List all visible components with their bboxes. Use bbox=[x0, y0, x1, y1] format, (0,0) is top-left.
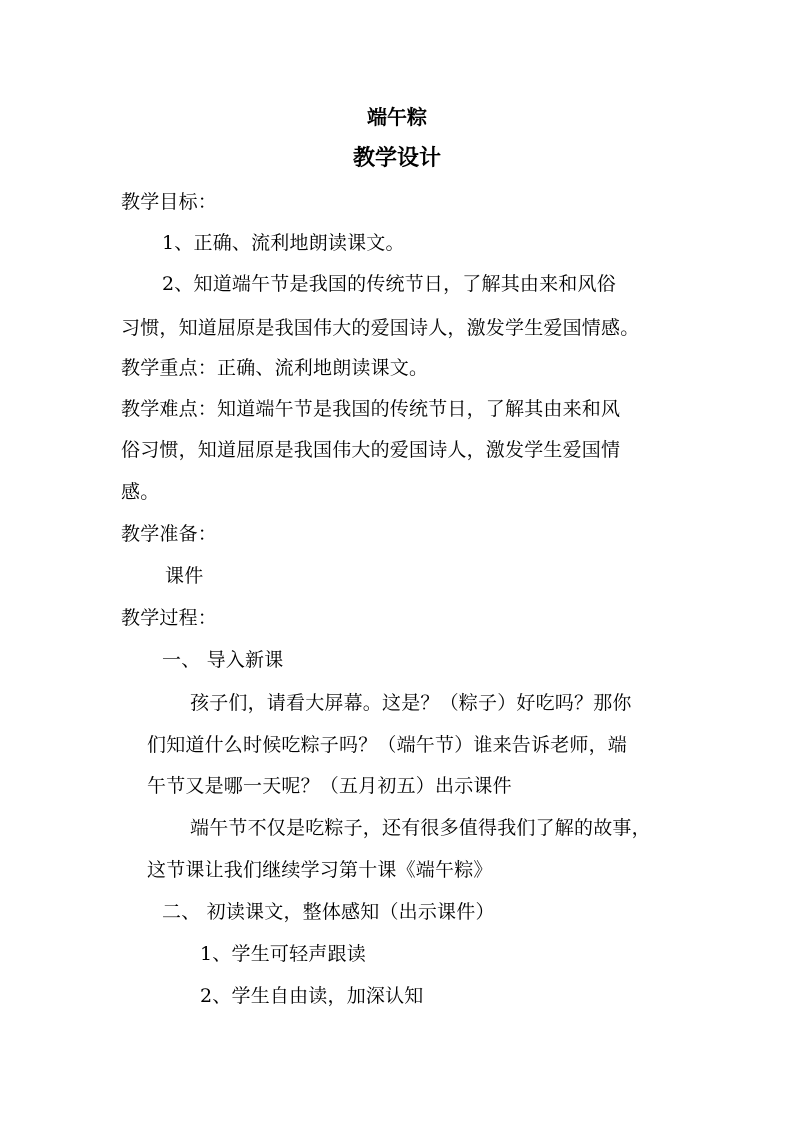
heading-process: 教学过程： bbox=[121, 607, 218, 629]
heading-preparation: 教学准备： bbox=[121, 523, 218, 545]
section-1-paragraph-2-line-2: 这节课让我们继续学习第十课《端午粽》 bbox=[147, 859, 493, 881]
document-title: 端午粽 bbox=[367, 105, 427, 129]
difficulty-line-2: 俗习惯，知道屈原是我国伟大的爱国诗人，激发学生爱国情 bbox=[121, 439, 621, 461]
goal-item-2-line-2: 习惯，知道屈原是我国伟大的爱国诗人，激发学生爱国情感。 bbox=[121, 317, 640, 339]
goal-item-1: 1、正确、流利地朗读课文。 bbox=[162, 232, 405, 254]
heading-teaching-goals: 教学目标： bbox=[121, 191, 218, 213]
goal-item-2-line-1: 2、知道端午节是我国的传统节日，了解其由来和风俗 bbox=[162, 273, 616, 295]
heading-key-points: 教学重点：正确、流利地朗读课文。 bbox=[121, 357, 429, 379]
section-2-item-2: 2、学生自由读，加深认知 bbox=[200, 985, 424, 1007]
section-1-paragraph-2-line-1: 端午节不仅是吃粽子，还有很多值得我们了解的故事， bbox=[190, 817, 651, 839]
section-2-heading: 二、 初读课文，整体感知（出示课件） bbox=[162, 901, 495, 923]
preparation-item: 课件 bbox=[165, 565, 204, 587]
document-subtitle: 教学设计 bbox=[352, 145, 441, 171]
difficulty-line-3: 感。 bbox=[121, 481, 160, 503]
section-1-paragraph-1-line-1: 孩子们，请看大屏幕。这是？（粽子）好吃吗？那你 bbox=[190, 692, 632, 714]
section-2-item-1: 1、学生可轻声跟读 bbox=[200, 943, 366, 965]
difficulty-line-1: 教学难点：知道端午节是我国的传统节日，了解其由来和风 bbox=[121, 398, 621, 420]
section-1-paragraph-1-line-3: 午节又是哪一天呢？（五月初五）出示课件 bbox=[147, 775, 512, 797]
section-1-paragraph-1-line-2: 们知道什么时候吃粽子吗？（端午节）谁来告诉老师，端 bbox=[147, 734, 628, 756]
section-1-heading: 一、 导入新课 bbox=[162, 649, 284, 671]
